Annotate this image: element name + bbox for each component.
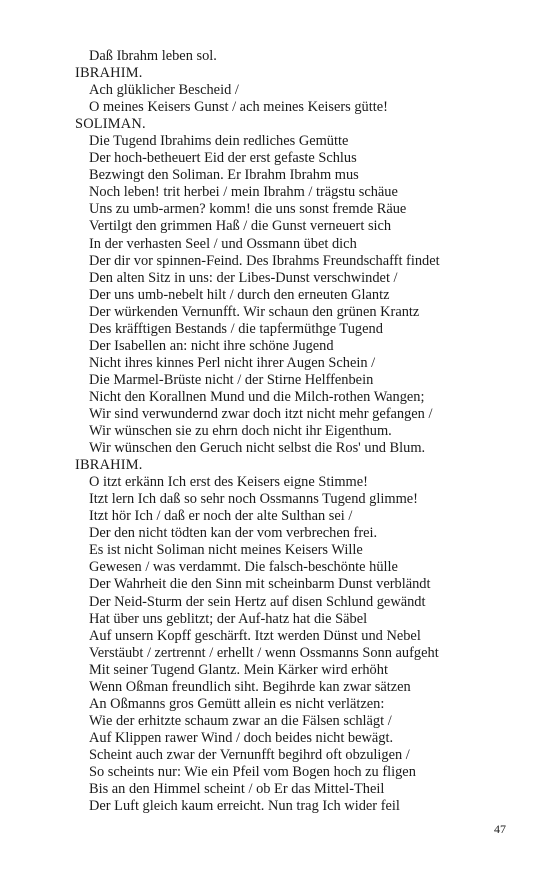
verse-line: An Oßmanns gros Gemütt allein es nicht verlätzen: — [89, 695, 385, 712]
verse-line: Die Marmel-Brüste nicht / der Stirne Helffenbein — [89, 371, 374, 388]
verse-line: Mit seiner Tugend Glantz. Mein Kärker wird erhöht — [89, 661, 388, 678]
verse-line: Ach glüklicher Bescheid / — [89, 82, 239, 99]
verse-line: Es ist nicht Soliman nicht meines Keisers Wille — [89, 542, 363, 559]
verse-line: Der den nicht tödten kan der vom verbrechen frei. — [89, 525, 378, 542]
verse-line: Wie der erhitzte schaum zwar an die Fälsen schlägt / — [89, 712, 392, 729]
verse-line: Der uns umb-nebelt hilt / durch den erneuten Glantz — [89, 286, 390, 303]
verse-line: Vertilgt den grimmen Haß / die Gunst verneuert sich — [89, 218, 392, 235]
verse-line: Der würkenden Vernunfft. Wir schaun den grünen Krantz — [89, 303, 420, 320]
verse-line: Der Luft gleich kaum erreicht. Nun trag Ich wider feil — [89, 798, 400, 815]
page-number: 47 — [494, 822, 506, 836]
verse-line: Auf Klippen rawer Wind / doch beides nicht bewägt. — [89, 729, 394, 746]
speaker-name: SOLIMAN. — [75, 116, 146, 133]
verse-line: O meines Keisers Gunst / ach meines Keisers gütte! — [89, 99, 388, 116]
verse-line: Hat über uns geblitzt; der Auf-hatz hat die Säbel — [89, 610, 368, 627]
verse-line: In der verhasten Seel / und Ossmann übet dich — [89, 235, 357, 252]
verse-line: Auf unsern Kopff geschärft. Itzt werden Dünst und Nebel — [89, 627, 421, 644]
verse-line: Wir wünschen den Geruch nicht selbst die Ros' und Blum. — [89, 440, 426, 457]
verse-line: Wenn Oßman freundlich siht. Begihrde kan zwar sätzen — [89, 678, 411, 695]
verse-line: Noch leben! trit herbei / mein Ibrahm / trägstu schäue — [89, 184, 398, 201]
drama-text — [75, 48, 515, 815]
verse-line: So scheints nur: Wie ein Pfeil vom Bogen hoch zu fligen — [89, 763, 416, 780]
verse-line: Bezwingt den Soliman. Er Ibrahm Ibrahm mus — [89, 167, 359, 184]
verse-line: Der Wahrheit die den Sinn mit scheinbarm Dunst verbländt — [89, 576, 431, 593]
verse-line: Nicht ihres kinnes Perl nicht ihrer Augen Schein / — [89, 354, 376, 371]
verse-line: Itzt hör Ich / daß er noch der alte Sulthan sei / — [89, 508, 353, 525]
verse-line: Daß Ibrahm leben sol. — [89, 48, 217, 64]
verse-line: Der Neid-Sturm der sein Hertz auf disen Schlund gewändt — [89, 593, 426, 610]
verse-line: Der Isabellen an: nicht ihre schöne Jugend — [89, 337, 334, 354]
verse-line: Die Tugend Ibrahims dein redliches Gemütte — [89, 133, 349, 150]
verse-line: Scheint auch zwar der Vernunfft begihrd oft obzuligen / — [89, 746, 410, 763]
verse-line: Der dir vor spinnen-Feind. Des Ibrahms Freundschafft findet — [89, 252, 440, 269]
verse-line: Itzt lern Ich daß so sehr noch Ossmanns Tugend glimme! — [89, 491, 418, 508]
speaker-name: IBRAHIM. — [75, 65, 143, 82]
verse-line: Gewesen / was verdammt. Die falsch-beschönte hülle — [89, 559, 398, 576]
verse-line: Bis an den Himmel scheint / ob Er das Mittel-Theil — [89, 781, 385, 798]
speaker-name: IBRAHIM. — [75, 457, 143, 474]
verse-line: Verstäubt / zertrennt / erhellt / wenn Ossmanns Sonn aufgeht — [89, 644, 439, 661]
verse-line: Uns zu umb-armen? komm! die uns sonst fremde Räue — [89, 201, 407, 218]
verse-line: Nicht den Korallnen Mund und die Milch-rothen Wangen; — [89, 388, 425, 405]
verse-line: O itzt erkänn Ich erst des Keisers eigne Stimme! — [89, 474, 368, 491]
verse-line: Wir wünschen sie zu ehrn doch nicht ihr Eigenthum. — [89, 423, 392, 440]
verse-line: Den alten Sitz in uns: der Libes-Dunst verschwindet / — [89, 269, 398, 286]
verse-line: Der hoch-betheuert Eid der erst gefaste Schlus — [89, 150, 357, 167]
verse-line: Des kräfftigen Bestands / die tapfermüthge Tugend — [89, 320, 383, 337]
verse-line: Wir sind verwundernd zwar doch itzt nicht mehr gefangen / — [89, 405, 433, 422]
